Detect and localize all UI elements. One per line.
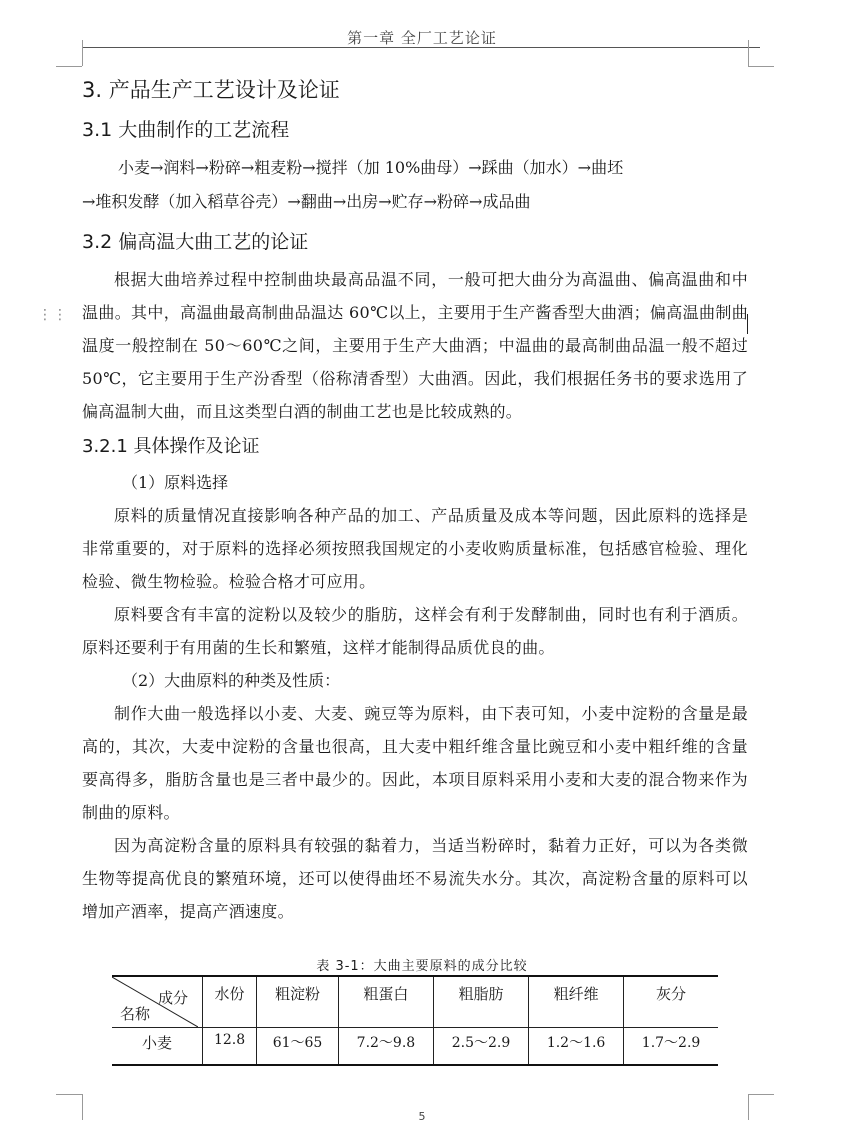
- document-body: [82, 75, 748, 928]
- paragraph-raw-material-requirements: 原料要含有丰富的淀粉以及较少的脂肪，这样会有利于发酵制曲，同时也有利于酒质。原料还要利于有用菌的生长和繁殖，这样才能制得品质优良的曲。: [82, 605, 748, 657]
- page-header: 第一章 全厂工艺论证: [347, 29, 497, 47]
- paragraph-high-starch: 因为高淀粉含量的原料具有较强的黏着力，当适当粉碎时，黏着力正好，可以为各类微生物等提高优良的繁殖环境，还可以使得曲坯不易流失水分。其次，高淀粉含量的原料可以增加产酒率，提高产酒速度。: [82, 836, 748, 921]
- row-name-cell: 小麦: [112, 1028, 203, 1066]
- corner-label-component: 成分: [157, 989, 188, 1007]
- list-item-1: （1）原料选择: [122, 473, 229, 492]
- header-rule: [82, 47, 760, 48]
- column-header: 粗淀粉: [257, 976, 339, 1028]
- table-row: [112, 1028, 718, 1066]
- crop-mark-top-left-h: [56, 66, 82, 67]
- process-flow-line-1: 小麦→润料→粉碎→粗麦粉→搅拌（加 10%曲母）→踩曲（加水）→曲坯: [118, 158, 624, 177]
- table-caption: 表 3-1：大曲主要原料的成分比较: [316, 959, 528, 974]
- composition-table: [112, 975, 718, 1066]
- table-cell: 61～65: [257, 1028, 339, 1066]
- column-header: 粗脂肪: [433, 976, 528, 1028]
- subsection-heading-3-2-1: 3.2.1 具体操作及论证: [82, 436, 260, 457]
- table-cell: 2.5～2.9: [433, 1028, 528, 1066]
- crop-mark-top-left-v: [82, 40, 83, 66]
- list-item-2: （2）大曲原料的种类及性质：: [122, 671, 341, 690]
- page-number: 5: [418, 1110, 426, 1123]
- paragraph-material-types: 制作大曲一般选择以小麦、大麦、豌豆等为原料，由下表可知，小麦中淀粉的含量是最高的，其次，大麦中淀粉的含量也很高，且大麦中粗纤维含量比豌豆和小麦中粗纤维的含量要高得多，脂肪含量也是三者中最少的。因此，本项目原料采用小麦和大麦的混合物来作为制曲的原料。: [82, 704, 748, 822]
- table-cell: 7.2～9.8: [338, 1028, 433, 1066]
- crop-mark-top-right-h: [748, 66, 774, 67]
- column-header: 水份: [203, 976, 257, 1028]
- crop-mark-top-right-v: [748, 40, 749, 66]
- table-header-row: [112, 976, 718, 1028]
- column-header: 粗蛋白: [338, 976, 433, 1028]
- subsection-heading-3-1: 3.1 大曲制作的工艺流程: [82, 119, 290, 141]
- paragraph-3-2: 根据大曲培养过程中控制曲块最高品温不同，一般可把大曲分为高温曲、偏高温曲和中温曲。其中，高温曲最高制曲品温达 60℃以上，主要用于生产酱香型大曲酒；偏高温曲制曲温度一般控制在 50～60℃之间，主要用于生产大曲酒；中温曲的最高制曲品温一般不超过 50℃，它主要用于生产汾香型（俗称清香型）大曲酒。因此，我们根据任务书的要求选用了偏高温制大曲，而且这类型白酒的制曲工艺也是比较成熟的。: [82, 270, 748, 421]
- column-header: 灰分: [624, 976, 718, 1028]
- subsection-heading-3-2: 3.2 偏高温大曲工艺的论证: [82, 231, 309, 253]
- section-heading: 3. 产品生产工艺设计及论证: [82, 78, 340, 102]
- column-header: 粗纤维: [529, 976, 624, 1028]
- paragraph-raw-material-quality: 原料的质量情况直接影响各种产品的加工、产品质量及成本等问题，因此原料的选择是非常重要的，对于原料的选择必须按照我国规定的小麦收购质量标准，包括感官检验、理化检验、微生物检验。检验合格才可应用。: [82, 506, 748, 591]
- crop-mark-bottom-right-h: [748, 1094, 774, 1095]
- corner-label-name: 名称: [120, 1005, 151, 1023]
- table-cell: 1.7～2.9: [624, 1028, 718, 1066]
- process-flow-line-2: →堆积发酵（加入稻草谷壳）→翻曲→出房→贮存→粉碎→成品曲: [82, 192, 531, 211]
- crop-mark-bottom-left-h: [56, 1094, 82, 1095]
- table-corner-cell: [112, 976, 203, 1028]
- drag-handle-icon[interactable]: ⋮⋮: [38, 307, 68, 323]
- table-cell: 12.8: [203, 1028, 257, 1066]
- table-cell: 1.2～1.6: [529, 1028, 624, 1066]
